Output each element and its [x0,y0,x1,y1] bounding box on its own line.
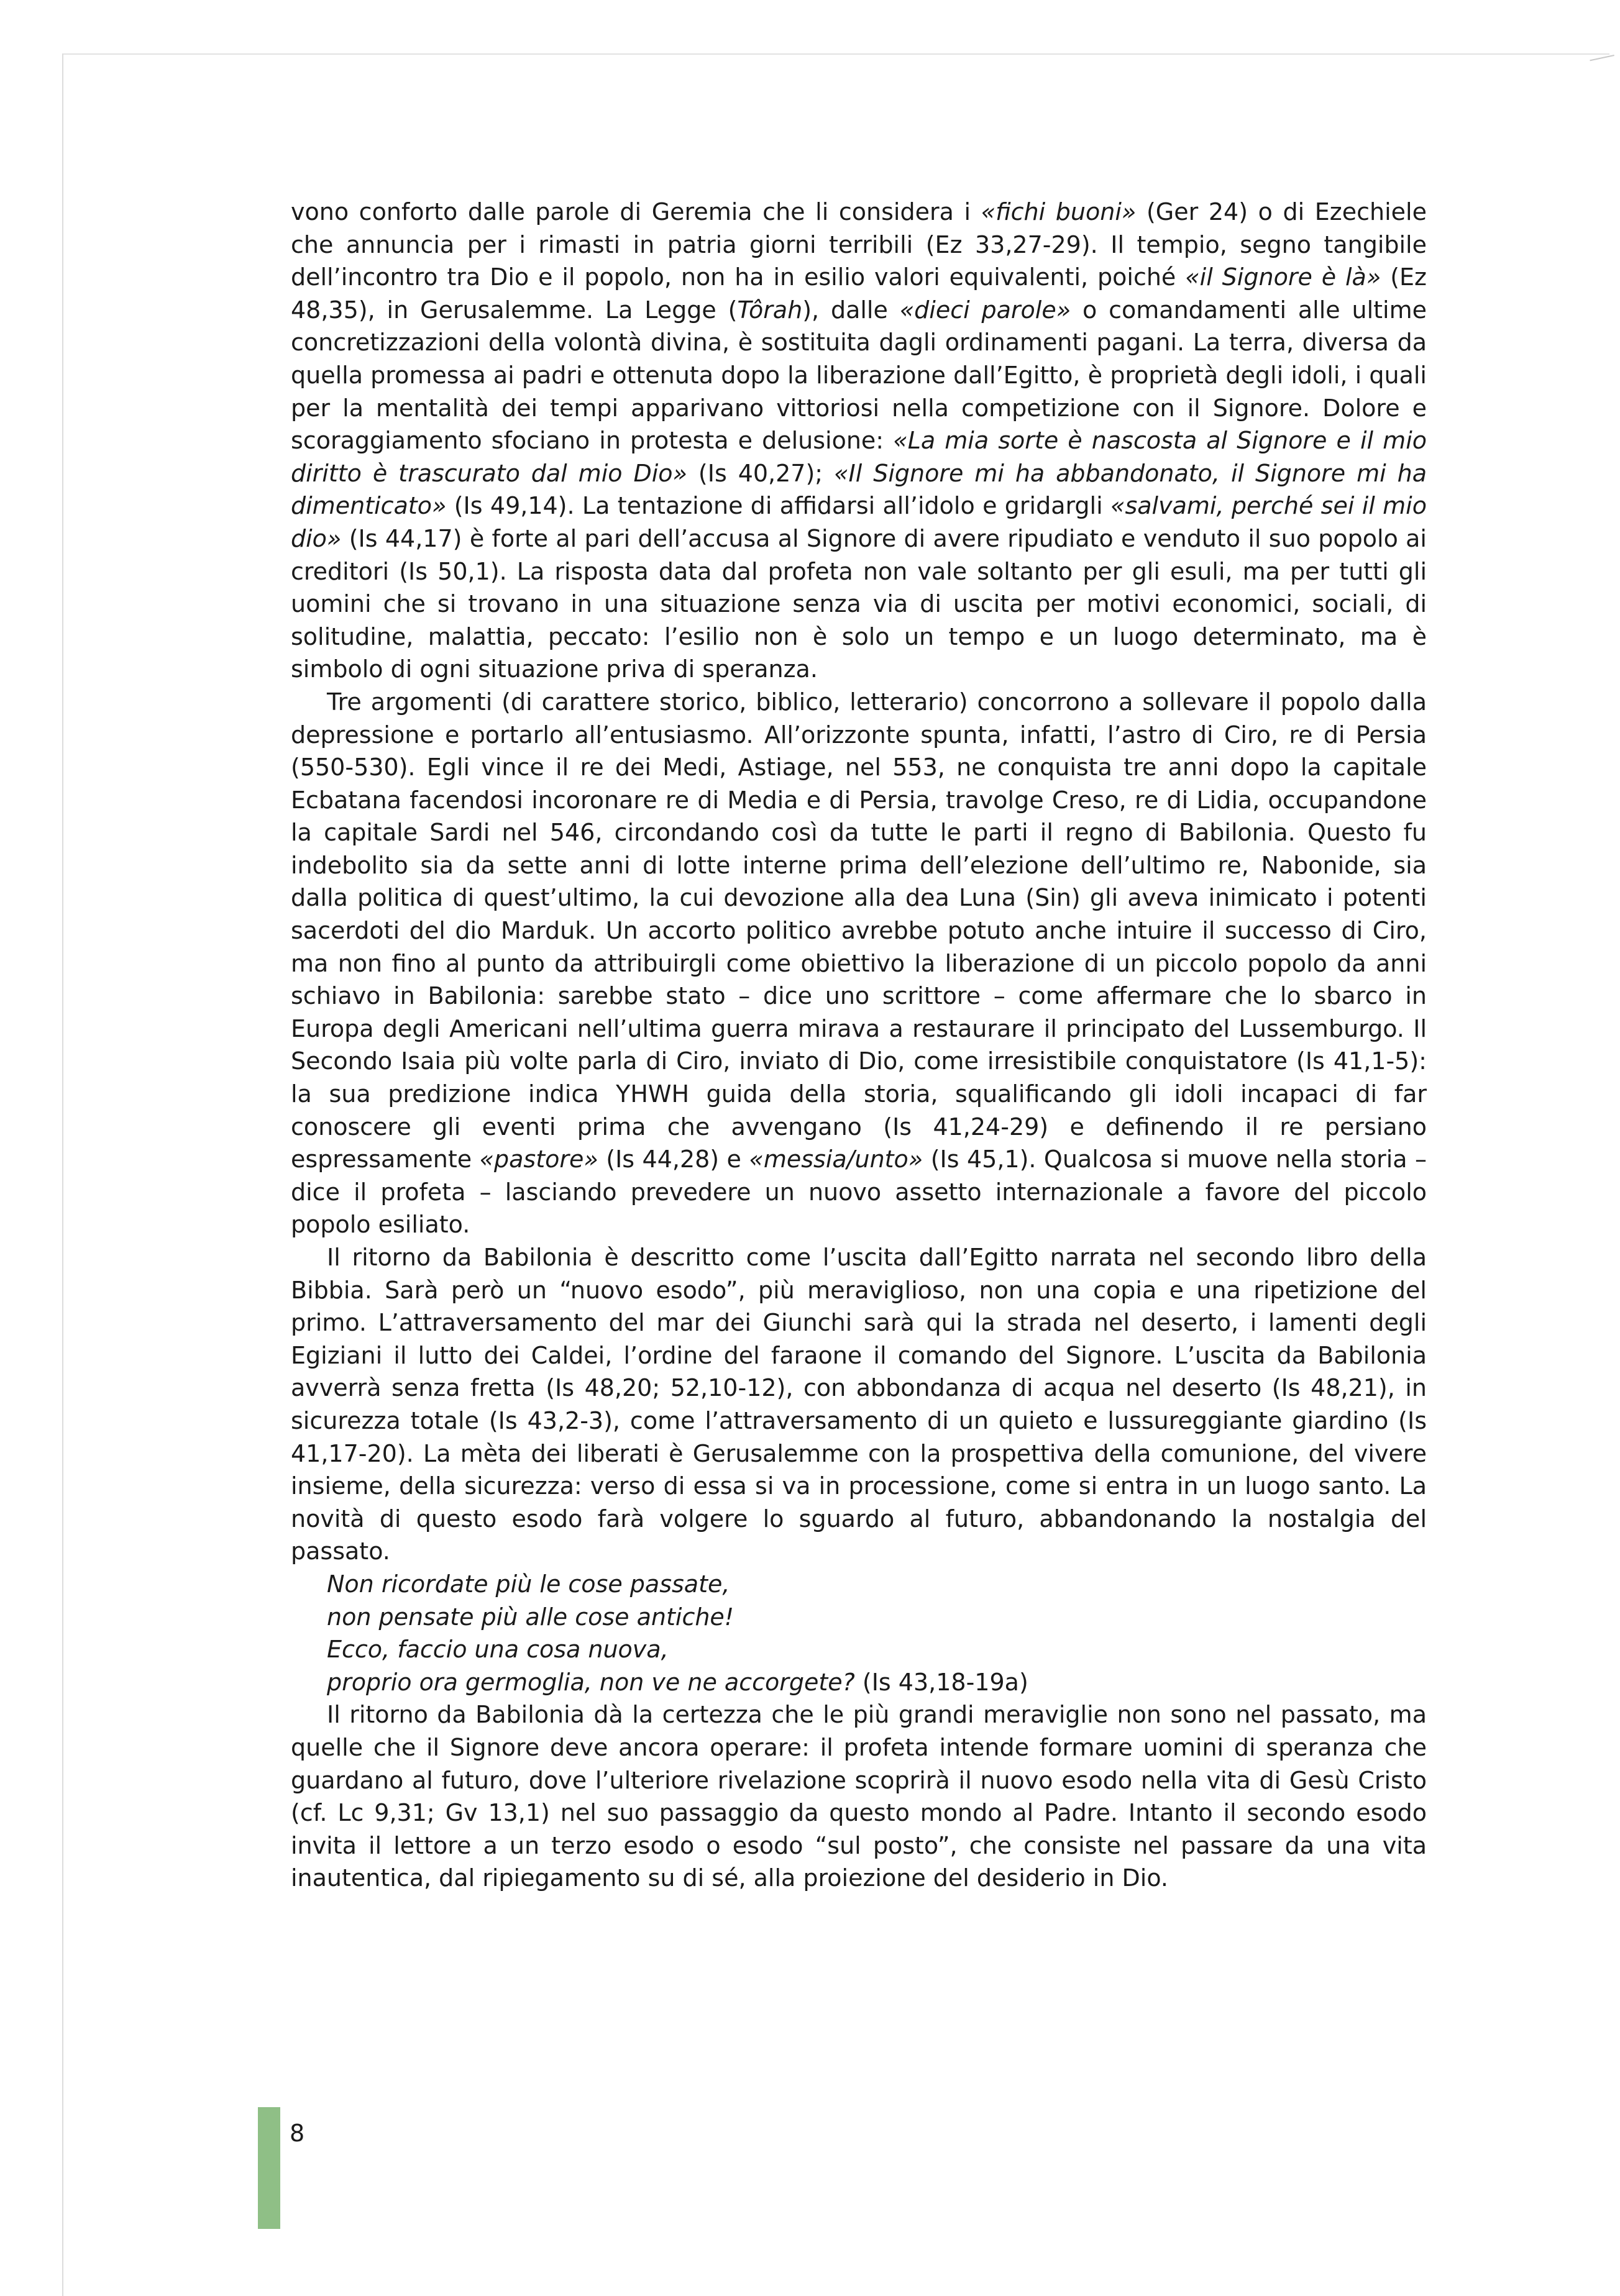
p1-text-i: o comandamenti alle ultime concretizzazioni della volontà divina, è sostituita dagli ordinamenti pagani. La terra, diversa da quella promessa ai padri e ottenuta dopo la liberazione dall’Egitto, è proprietà degli idoli, i quali per la mentalità dei tempi apparivano vittoriosi nella competizione con il Signore. Dolore e scoraggiamento sfociano in protesta e delusione: [291,296,1427,455]
p1-quote-signore-la: «il Signore è là» [1185,263,1381,291]
p1-text-k: (Is 40,27); [687,459,835,487]
p1-quote-abbandonato: «Il Signore mi ha abbandonato, il Signore mi ha dimenticato» [291,459,1427,520]
p1-text-a: vono conforto dalle parole di Geremia che li considera i [291,198,981,226]
poem-line: non pensate più alle cose antiche! [327,1603,734,1631]
p4-text: Il ritorno da Babilonia dà la certezza che le più grandi meraviglie non sono nel passato, ma quelle che il Signore deve ancora operare: il profeta intende formare uomini di speranza che guardano al futuro, dove l’ulteriore rivelazione scoprirà il nuovo esodo nella vita di Gesù Cristo (cf. Lc 9,31; Gv 13,1) nel suo passaggio da questo mondo al Padre. Intanto il secondo esodo invita il lettore a un terzo esodo o esodo “sul posto”, che consiste nel passare da una vita inautentica, dal ripiegamento su di sé, alla proiezione del desiderio in Dio. [291,1701,1427,1892]
p1-term-torah: Tôrah [737,296,803,324]
p1-text-c: (Ger 24) o di Ezechiele che annuncia per i rimasti in patria giorni terribili (Ez 33,27-29). Il tempio, segno tangibile dell’incontro tra Dio e il popolo, non ha in esilio valori equivalenti, poiché [291,198,1427,291]
poem-line: Non ricordate più le cose passate, [327,1570,730,1598]
paragraph-1 [291,196,1427,686]
p1-text-o: (Is 44,17) è forte al pari dell’accusa al Signore di avere ripudiato e venduto il suo popolo ai creditori (Is 50,1). La risposta data dal profeta non vale soltanto per gli esuli, ma per tutti gli uomini che si trovano in una situazione senza via di uscita per motivi economici, sociali, di solitudine, malattia, peccato: l’esilio non è solo un tempo e un luogo determinato, ma è simbolo di ogni situazione priva di speranza. [291,524,1427,683]
p1-text-g: ), dalle [802,296,900,324]
p2-text-c: (Is 44,28) e [598,1146,749,1173]
p2-text-a: Tre argomenti (di carattere storico, biblico, letterario) concorrono a sollevare il popolo dalla depressione e portarlo all’entusiasmo. All’orizzonte spunta, infatti, l’astro di Ciro, re di Persia (550-530). Egli vince il re dei Medi, Astiage, nel 553, ne conquista tre anni dopo la capitale Ecbatana facendosi incoronare re di Media e di Persia, travolge Creso, re di Lidia, occupandone la capitale Sardi nel 546, circondando così da tutte le parti il regno di Babilonia. Questo fu indebolito sia da sette anni di lotte interne prima dell’elezione dell’ultimo re, Nabonide, sia dalla politica di quest’ultimo, la cui devozione alla dea Luna (Sin) gli aveva inimicato i potenti sacerdoti del dio Marduk. Un accorto politico avrebbe potuto anche intuire il successo di Ciro, ma non fino al punto da attribuirgli come obiettivo la liberazione di un piccolo popolo da anni schiavo in Babilonia: sarebbe stato – dice uno scrittore – come affermare che lo sbarco in Europa degli Americani nell’ultima guerra mirava a restaurare il principato del Lussemburgo. Il Secondo Isaia più volte parla di Ciro, inviato di Dio, come irresistibile conquistatore (Is 41,1-5): la sua predizione indica YHWH guida della storia, squalificando gli idoli incapaci di far conoscere gli eventi prima che avvengano (Is 41,24-29) e definendo il re persiano espressamente [291,688,1427,1173]
paragraph-3 [291,1241,1427,1568]
p1-text-e: (Ez 48,35), in Gerusalemme. La Legge ( [291,263,1427,324]
p3-text: Il ritorno da Babilonia è descritto come l’uscita dall’Egitto narrata nel secondo libro della Bibbia. Sarà però un “nuovo esodo”, più meraviglioso, non una copia e una ripetizione del primo. L’attraversamento del mar dei Giunchi sarà qui la strada nel deserto, i lamenti degli Egiziani il lutto dei Caldei, l’ordine del faraone il comando del Signore. L’uscita da Babilonia avverrà senza fretta (Is 48,20; 52,10-12), con abbondanza di acqua nel deserto (Is 48,21), in sicurezza totale (Is 43,2-3), come l’attraversamento di un quieto e lussureggiante giardino (Is 41,17-20). La mèta dei liberati è Gerusalemme con la prospettiva della comunione, del vivere insieme, della sicurezza: verso di essa si va in processione, come si entra in un luogo santo. La novità di questo esodo farà volgere lo sguardo al futuro, abbandonando la nostalgia del passato. [291,1244,1427,1565]
poem-quote [291,1568,1427,1698]
paragraph-4 [291,1698,1427,1895]
p2-quote-pastore: «pastore» [479,1146,598,1173]
p2-quote-messia-unto: «messia/unto» [749,1146,923,1173]
p1-quote-mia-sorte: «La mia sorte è nascosta al Signore e il mio diritto è trascurato dal mio Dio» [291,427,1427,487]
poem-line-text: proprio ora germoglia, non ve ne accorgete? [327,1668,855,1696]
p1-quote-fichi-buoni: «fichi buoni» [981,198,1137,226]
folio-accent-bar [258,2107,280,2229]
poem-reference: (Is 43,18-19a) [854,1668,1028,1696]
p2-text-e: (Is 45,1). Qualcosa si muove nella storia – dice il profeta – lasciando prevedere un nuovo assetto internazionale a favore del piccolo popolo esiliato. [291,1146,1427,1239]
poem-line-last [327,1666,1427,1699]
paragraph-2 [291,686,1427,1241]
p1-quote-dieci-parole: «dieci parole» [899,296,1071,324]
poem-line: Ecco, faccio una cosa nuova, [327,1636,669,1664]
page-number: 8 [290,2120,305,2147]
p1-text-m: (Is 49,14). La tentazione di affidarsi all’idolo e gridargli [446,492,1110,520]
p1-quote-salvami: «salvami, perché sei il mio dio» [291,492,1427,552]
body-text [291,196,1427,1895]
